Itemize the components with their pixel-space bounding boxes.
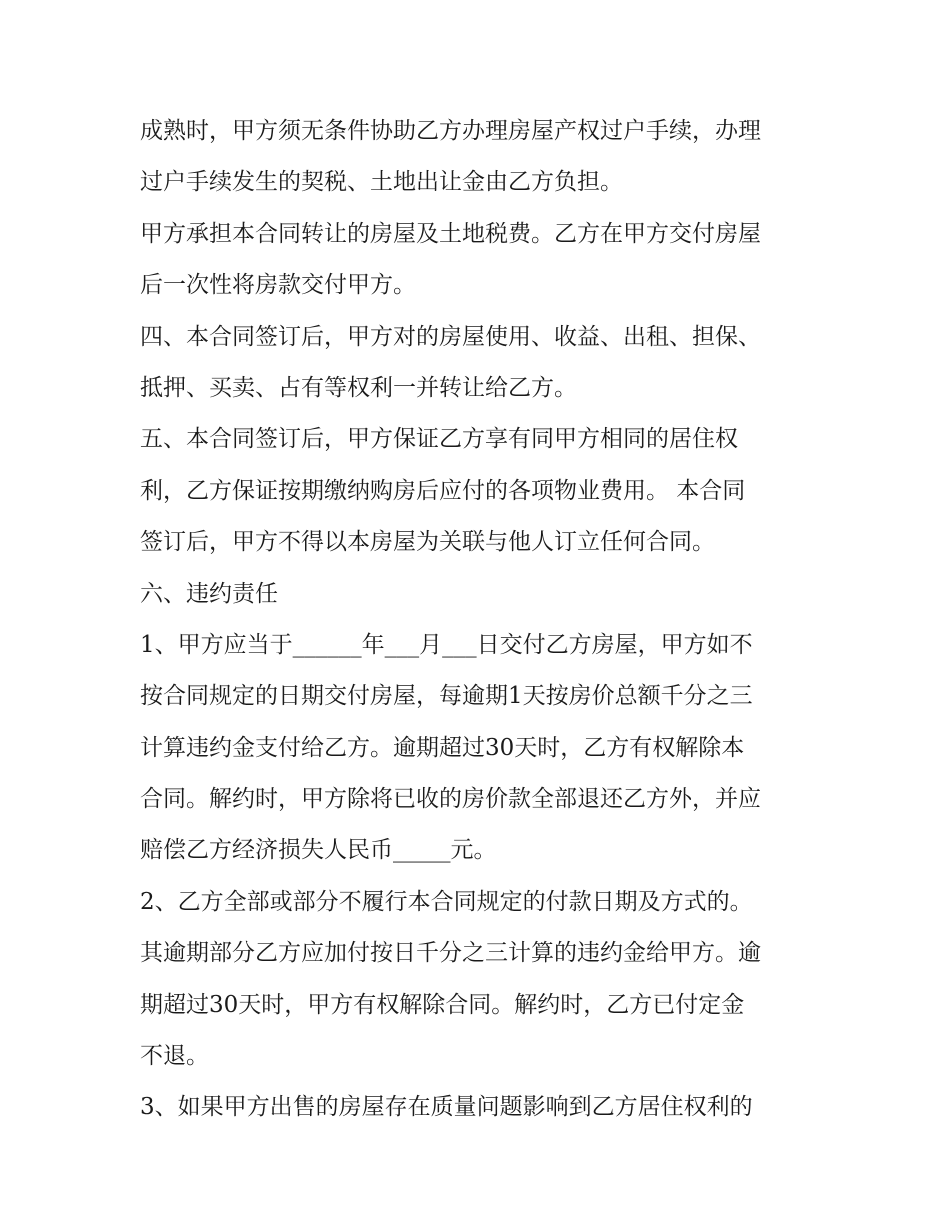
- text-line: 五、本合同签订后，甲方保证乙方享有同甲方相同的居住权: [140, 426, 738, 453]
- text-line: 过户手续发生的契税、土地出让金由乙方负担。: [140, 169, 623, 196]
- text-line: 3、如果甲方出售的房屋存在质量问题影响到乙方居住权利的: [140, 1094, 753, 1121]
- text-line: 1、甲方应当于______年___月___日交付乙方房屋，甲方如不: [140, 631, 753, 658]
- text-line: 期超过30天时，甲方有权解除合同。解约时，乙方已付定金: [140, 991, 745, 1018]
- text-line: 成熟时，甲方须无条件协助乙方办理房屋产权过户手续，办理: [140, 118, 761, 144]
- text-line: 四、本合同签订后，甲方对的房屋使用、收益、出租、担保、: [140, 323, 761, 350]
- text-line: 不退。: [140, 1043, 209, 1070]
- text-line: 其逾期部分乙方应加付按日千分之三计算的违约金给甲方。逾: [140, 940, 761, 967]
- text-line: 甲方承担本合同转让的房屋及土地税费。乙方在甲方交付房屋: [140, 220, 761, 247]
- contract-body: [140, 106, 820, 1134]
- section-heading: 六、违约责任: [140, 580, 278, 607]
- text-line: 赔偿乙方经济损失人民币_____元。: [140, 837, 497, 864]
- text-line: 2、乙方全部或部分不履行本合同规定的付款日期及方式的。: [140, 888, 753, 915]
- text-line: 计算违约金支付给乙方。逾期超过30天时，乙方有权解除本: [140, 734, 745, 761]
- text-line: 利，乙方保证按期缴纳购房后应付的各项物业费用。 本合同: [140, 477, 746, 504]
- text-line: 抵押、买卖、占有等权利一并转让给乙方。: [140, 374, 577, 401]
- text-line: 合同。解约时，甲方除将已收的房价款全部退还乙方外，并应: [140, 786, 761, 813]
- text-line: 按合同规定的日期交付房屋，每逾期1天按房价总额千分之三: [140, 683, 753, 710]
- text-line: 签订后，甲方不得以本房屋为关联与他人订立任何合同。: [140, 529, 715, 556]
- text-line: 后一次性将房款交付甲方。: [140, 272, 416, 299]
